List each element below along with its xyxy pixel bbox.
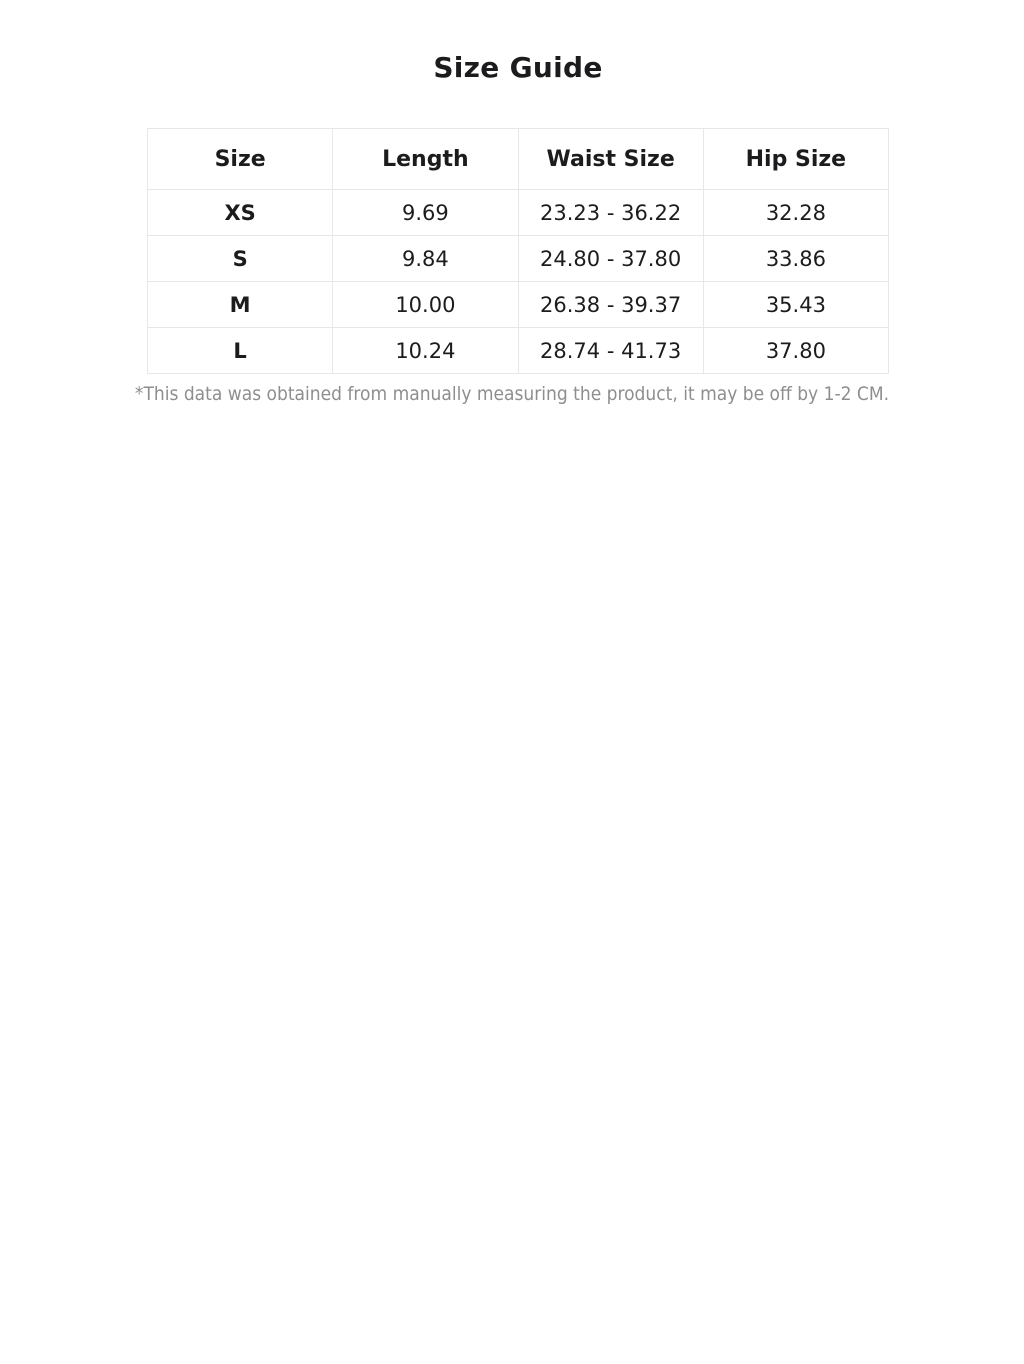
hip-cell: 37.80 [703, 328, 888, 374]
header-row [148, 129, 889, 190]
table-header [148, 129, 889, 190]
page-title: Size Guide [433, 51, 603, 84]
hip-cell: 33.86 [703, 236, 888, 282]
size-guide-table [147, 128, 889, 374]
column-header-hip: Hip Size [703, 129, 888, 190]
waist-cell: 23.23 - 36.22 [518, 190, 703, 236]
waist-cell: 24.80 - 37.80 [518, 236, 703, 282]
length-cell: 9.69 [333, 190, 518, 236]
measurement-disclaimer: *This data was obtained from manually measuring the product, it may be off by 1-2 CM. [134, 383, 890, 405]
length-cell: 10.24 [333, 328, 518, 374]
size-cell: L [148, 328, 333, 374]
table-row [148, 282, 889, 328]
size-cell: S [148, 236, 333, 282]
waist-cell: 28.74 - 41.73 [518, 328, 703, 374]
table-row [148, 236, 889, 282]
hip-cell: 32.28 [703, 190, 888, 236]
column-header-size: Size [148, 129, 333, 190]
table-row [148, 190, 889, 236]
length-cell: 10.00 [333, 282, 518, 328]
table-row [148, 328, 889, 374]
length-cell: 9.84 [333, 236, 518, 282]
size-cell: M [148, 282, 333, 328]
column-header-length: Length [333, 129, 518, 190]
size-cell: XS [148, 190, 333, 236]
table-body [148, 190, 889, 374]
column-header-waist: Waist Size [518, 129, 703, 190]
hip-cell: 35.43 [703, 282, 888, 328]
waist-cell: 26.38 - 39.37 [518, 282, 703, 328]
